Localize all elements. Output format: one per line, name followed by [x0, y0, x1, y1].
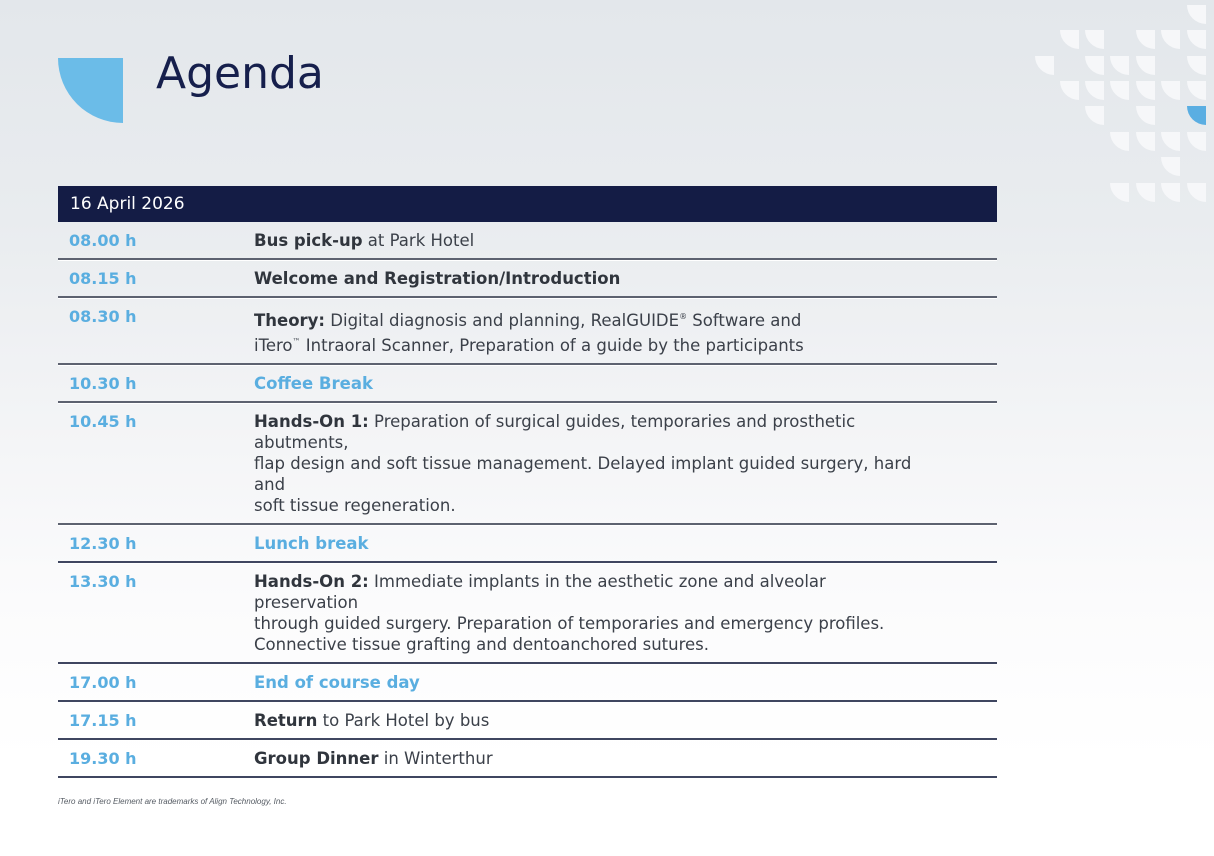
agenda-time: 10.30 h [69, 374, 137, 393]
agenda-row [58, 740, 997, 778]
agenda-item-text: at Park Hotel [362, 231, 475, 250]
agenda-item-text: soft tissue regeneration. [254, 496, 456, 515]
agenda-row [58, 563, 997, 664]
tile-icon [1085, 30, 1104, 49]
agenda-item-title: Theory: [254, 311, 326, 330]
tile-icon [1161, 183, 1180, 202]
agenda-time: 08.15 h [69, 269, 137, 288]
agenda-row [58, 403, 997, 525]
agenda-time: 10.45 h [69, 412, 137, 431]
agenda-item-text: Intraoral Scanner, Preparation of a guide by the participants [300, 336, 804, 355]
agenda-row [58, 664, 997, 702]
agenda-description [254, 710, 934, 731]
agenda-item-title: Hands-On 2: [254, 572, 369, 591]
agenda-item-title: Group Dinner [254, 749, 379, 768]
tile-icon [1136, 106, 1155, 125]
tile-icon [1187, 56, 1206, 75]
trademark-footnote: iTero and iTero Element are trademarks of Align Technology, Inc. [58, 797, 287, 806]
registered-mark: ® [679, 312, 688, 321]
tile-icon [1110, 132, 1129, 151]
tile-icon [1085, 81, 1104, 100]
tile-icon [1110, 81, 1129, 100]
page-title: Agenda [156, 48, 324, 99]
tile-icon [1085, 106, 1104, 125]
tile-icon [1136, 81, 1155, 100]
tile-icon [1187, 81, 1206, 100]
agenda-item-text: iTero [254, 336, 293, 355]
agenda-item-text: Software and [687, 311, 802, 330]
agenda-description [254, 571, 934, 655]
tile-icon [1187, 183, 1206, 202]
agenda-break-label: End of course day [254, 673, 420, 692]
tile-icon [1161, 81, 1180, 100]
quarter-circle-logo-icon [58, 58, 123, 123]
agenda-item-text: in Winterthur [378, 749, 493, 768]
agenda-item-title: Welcome and Registration/Introduction [254, 269, 621, 288]
accent-tile-icon [1187, 106, 1206, 125]
agenda-time: 13.30 h [69, 572, 137, 591]
agenda-description [254, 411, 934, 516]
agenda-description [254, 230, 934, 251]
agenda-row [58, 260, 997, 298]
agenda-time: 08.30 h [69, 307, 137, 326]
tile-icon [1110, 183, 1129, 202]
tile-icon [1187, 5, 1206, 24]
tile-icon [1187, 30, 1206, 49]
agenda-row [58, 222, 997, 260]
tile-icon [1161, 157, 1180, 176]
agenda-time: 08.00 h [69, 231, 137, 250]
tile-icon [1161, 30, 1180, 49]
tile-icon [1060, 81, 1079, 100]
tile-icon [1136, 132, 1155, 151]
tile-icon [1035, 56, 1054, 75]
trademark-mark: ™ [292, 337, 301, 346]
agenda-item-text: Digital diagnosis and planning, RealGUIDE [330, 311, 680, 330]
agenda-date-header: 16 April 2026 [58, 186, 997, 222]
tile-icon [1060, 30, 1079, 49]
agenda-item-text: Connective tissue grafting and dentoanchored sutures. [254, 635, 709, 654]
tile-icon [1085, 56, 1104, 75]
agenda-item-title: Hands-On 1: [254, 412, 369, 431]
tile-icon [1136, 183, 1155, 202]
agenda-time: 12.30 h [69, 534, 137, 553]
agenda-row [58, 702, 997, 740]
tile-icon [1136, 30, 1155, 49]
agenda-description [254, 748, 934, 769]
agenda-item-title: Bus pick-up [254, 231, 363, 250]
agenda-time: 17.15 h [69, 711, 137, 730]
agenda-item-text: Preparation of surgical guides, temporaries and prosthetic abutments, [254, 412, 856, 452]
agenda-description [254, 306, 934, 356]
tile-icon [1136, 56, 1155, 75]
agenda-break-label: Lunch break [254, 534, 369, 553]
agenda-row [58, 525, 997, 563]
agenda-item-text: to Park Hotel by bus [317, 711, 490, 730]
agenda-item-text: through guided surgery. Preparation of temporaries and emergency profiles. [254, 614, 885, 633]
agenda-break-label: Coffee Break [254, 374, 373, 393]
agenda-time: 17.00 h [69, 673, 137, 692]
agenda-table [58, 186, 997, 778]
agenda-item-text: flap design and soft tissue management. Delayed implant guided surgery, hard and [254, 454, 912, 494]
agenda-time: 19.30 h [69, 749, 137, 768]
agenda-row [58, 298, 997, 365]
agenda-item-text: Immediate implants in the aesthetic zone and alveolar preservation [254, 572, 826, 612]
tile-icon [1187, 132, 1206, 151]
agenda-item-title: Return [254, 711, 318, 730]
agenda-row [58, 365, 997, 403]
tile-icon [1110, 56, 1129, 75]
tile-icon [1161, 132, 1180, 151]
decorative-tile-pattern [0, 0, 1214, 210]
